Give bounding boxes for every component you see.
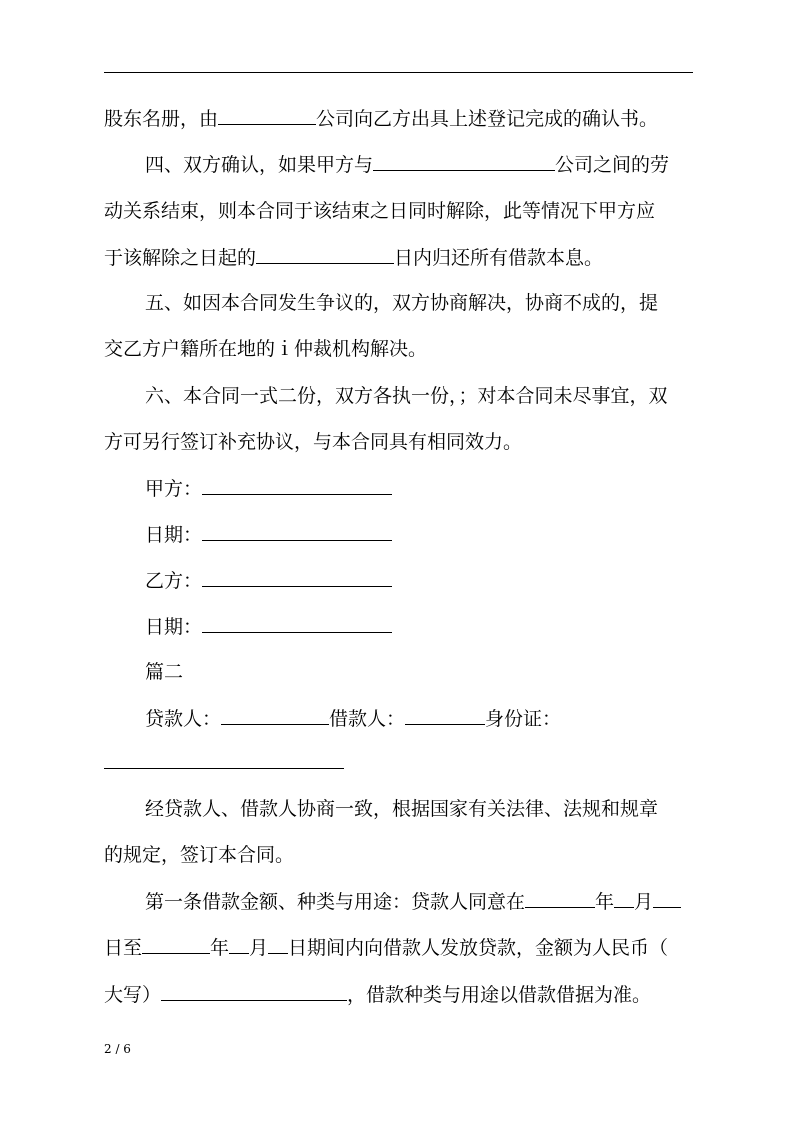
paragraph-line bbox=[104, 106, 658, 131]
signature-blank[interactable] bbox=[202, 568, 392, 587]
signature-date-1 bbox=[145, 522, 392, 547]
text: 月 bbox=[634, 891, 654, 913]
date-blank[interactable] bbox=[202, 614, 392, 633]
label: 借款人： bbox=[329, 708, 406, 730]
paragraph-line: 五、如因本合同发生争议的，双方协商解决，协商不成的，提 bbox=[145, 292, 659, 314]
paragraph-line: 经贷款人、借款人协商一致，根据国家有关法律、法规和规章 bbox=[145, 798, 659, 820]
signature-party-a bbox=[145, 476, 392, 501]
header-rule bbox=[104, 72, 693, 73]
fill-blank[interactable] bbox=[218, 106, 316, 125]
paragraph-line bbox=[104, 245, 603, 270]
paragraph-line: 方可另行签订补充协议，与本合同具有相同效力。 bbox=[104, 431, 523, 453]
signature-party-b bbox=[145, 568, 392, 593]
paragraph-line: 交乙方户籍所在地的ｉ仲裁机构解决。 bbox=[104, 338, 428, 360]
signature-date-2 bbox=[145, 614, 392, 639]
fill-blank[interactable] bbox=[256, 245, 394, 264]
fill-blank[interactable] bbox=[373, 152, 555, 171]
label: 日期： bbox=[145, 524, 203, 546]
text: 日期间内向借款人发放贷款，金额为人民币（ bbox=[288, 937, 669, 959]
borrower-blank[interactable] bbox=[405, 706, 485, 725]
text: 日内归还所有借款本息。 bbox=[394, 247, 604, 269]
month-blank[interactable] bbox=[229, 935, 249, 954]
section-title: 篇二 bbox=[145, 661, 184, 683]
text: 公司之间的劳 bbox=[555, 154, 670, 176]
month-blank[interactable] bbox=[614, 889, 634, 908]
label: 日期： bbox=[145, 616, 203, 638]
amount-blank[interactable] bbox=[161, 982, 347, 1001]
year-blank[interactable] bbox=[142, 935, 210, 954]
label: 身份证： bbox=[485, 708, 562, 730]
paragraph-line: 动关系结束，则本合同于该结束之日同时解除，此等情况下甲方应 bbox=[104, 200, 656, 222]
paragraph-line bbox=[145, 152, 669, 177]
text: 月 bbox=[249, 937, 269, 959]
parties-line bbox=[145, 706, 561, 731]
text: 股东名册，由 bbox=[104, 108, 219, 130]
paragraph-line bbox=[104, 935, 668, 960]
signature-blank[interactable] bbox=[202, 476, 392, 495]
text: 于该解除之日起的 bbox=[104, 247, 257, 269]
id-blank[interactable] bbox=[104, 768, 344, 769]
paragraph-line bbox=[104, 982, 651, 1007]
text: 大写） bbox=[104, 984, 162, 1006]
day-blank[interactable] bbox=[653, 889, 681, 908]
label: 乙方： bbox=[145, 570, 203, 592]
text: 四、双方确认，如果甲方与 bbox=[145, 154, 374, 176]
lender-blank[interactable] bbox=[221, 706, 329, 725]
paragraph-line bbox=[145, 889, 681, 914]
text: 年 bbox=[595, 891, 615, 913]
date-blank[interactable] bbox=[202, 522, 392, 541]
paragraph-line: 六、本合同一式二份，双方各执一份，；对本合同未尽事宜，双 bbox=[145, 385, 668, 407]
label: 贷款人： bbox=[145, 708, 222, 730]
text: ，借款种类与用途以借款借据为准。 bbox=[347, 984, 652, 1006]
text: 公司向乙方出具上述登记完成的确认书。 bbox=[316, 108, 659, 130]
year-blank[interactable] bbox=[525, 889, 595, 908]
day-blank[interactable] bbox=[268, 935, 288, 954]
text: 日至 bbox=[104, 937, 143, 959]
text: 第一条借款金额、种类与用途：贷款人同意在 bbox=[145, 891, 526, 913]
paragraph-line: 的规定，签订本合同。 bbox=[104, 844, 295, 866]
text: 年 bbox=[210, 937, 230, 959]
page-number: 2 / 6 bbox=[104, 1042, 131, 1056]
label: 甲方： bbox=[145, 478, 203, 500]
